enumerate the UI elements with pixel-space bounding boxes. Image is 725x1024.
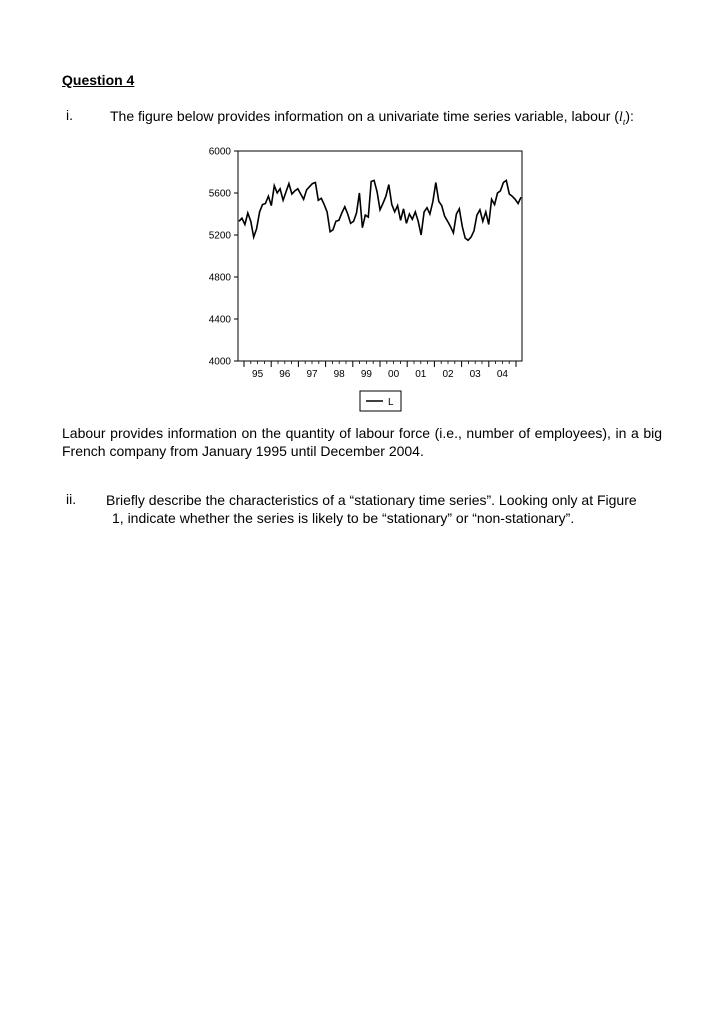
x-tick-label: 99 xyxy=(360,369,372,380)
description-paragraph: Labour provides information on the quantity of labour force (i.e., number of employees), in a big French company from January 1995 until December 2004. xyxy=(62,425,662,459)
y-tick-label: 6000 xyxy=(208,146,231,158)
question-ii-text xyxy=(106,491,662,527)
x-tick-label: 02 xyxy=(442,369,454,380)
y-tick-label: 4000 xyxy=(208,356,231,368)
question-i-text xyxy=(110,107,690,131)
series-line-L xyxy=(239,180,521,240)
labour-chart xyxy=(195,140,535,415)
y-tick-label: 5200 xyxy=(208,230,231,242)
y-tick-label: 4800 xyxy=(208,272,231,284)
plot-frame xyxy=(238,151,522,361)
x-tick-label: 00 xyxy=(388,369,400,380)
question-i-text-before: The figure below provides information on a univariate time series variable, labour ( xyxy=(110,108,619,124)
x-tick-label: 97 xyxy=(306,369,318,380)
item-number-ii: ii. xyxy=(66,491,77,507)
legend-label: L xyxy=(388,397,394,408)
y-tick-label: 5600 xyxy=(208,188,231,200)
labour-symbol: l xyxy=(618,110,623,125)
y-tick-label: 4400 xyxy=(208,314,231,326)
x-axis xyxy=(244,361,516,380)
y-axis xyxy=(209,147,238,368)
question-ii-line1: Briefly describe the characteristics of a “stationary time series”. Looking only at Figure xyxy=(106,492,637,508)
x-tick-label: 03 xyxy=(469,369,481,380)
question-ii-line2: 1, indicate whether the series is likely to be “stationary” or “non-stationary”. xyxy=(112,510,575,526)
x-tick-label: 01 xyxy=(415,369,427,380)
x-tick-label: 98 xyxy=(333,369,345,380)
question-heading: Question 4 xyxy=(62,72,135,88)
x-tick-label: 96 xyxy=(279,369,291,380)
x-tick-label: 95 xyxy=(252,369,264,380)
item-number-i: i. xyxy=(66,107,73,123)
question-i-text-after: ): xyxy=(625,108,634,124)
x-tick-label: 04 xyxy=(496,369,508,380)
legend xyxy=(360,391,401,411)
labour-symbol-subscript: t xyxy=(622,116,626,127)
